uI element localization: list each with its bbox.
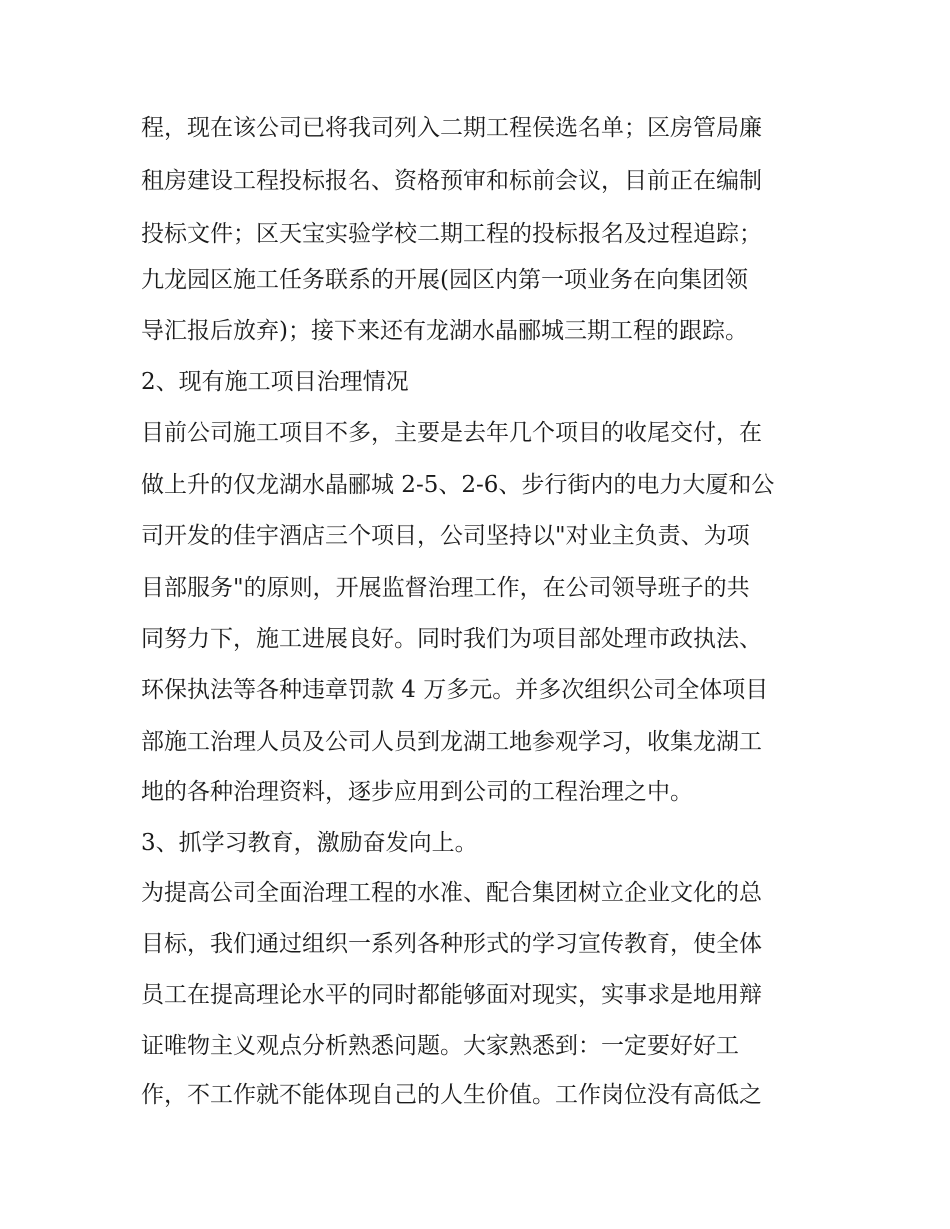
text-line: 地的各种治理资料，逐步应用到公司的工程治理之中。	[141, 779, 693, 805]
text-line: 目前公司施工项目不多，主要是去年几个项目的收尾交付，在	[141, 420, 762, 446]
text-line: 投标文件；区天宝实验学校二期工程的投标报名及过程追踪；	[141, 221, 762, 247]
section-heading: 3、抓学习教育，激励奋发向上。	[141, 830, 478, 856]
text-line: 导汇报后放弃)；接下来还有龙湖水晶郦城三期工程的跟踪。	[141, 318, 748, 344]
text-line: 目标，我们通过组织一系列各种形式的学习宣传教育，使全体	[141, 931, 762, 957]
text-line: 租房建设工程投标报名、资格预审和标前会议，目前正在编制	[141, 168, 762, 194]
text-line: 做上升的仅龙湖水晶郦城 2-5、2-6、步行街内的电力大厦和公	[141, 472, 775, 498]
text-line: 为提高公司全面治理工程的水准、配合集团树立企业文化的总	[141, 880, 762, 906]
text-line: 员工在提高理论水平的同时都能够面对现实，实事求是地用辩	[141, 982, 762, 1008]
section-heading: 2、现有施工项目治理情况	[141, 369, 409, 395]
text-line: 环保执法等各种违章罚款 4 万多元。并多次组织公司全体项目	[141, 677, 769, 703]
text-line: 九龙园区施工任务联系的开展(园区内第一项业务在向集团领	[141, 267, 748, 293]
text-line: 目部服务"的原则，开展监督治理工作，在公司领导班子的共	[141, 575, 750, 601]
text-line: 程，现在该公司已将我司列入二期工程侯选名单；区房管局廉	[141, 115, 762, 141]
text-line: 证唯物主义观点分析熟悉问题。大家熟悉到：一定要好好工	[141, 1033, 739, 1059]
text-line: 作，不工作就不能体现自己的人生价值。工作岗位没有高低之	[141, 1082, 762, 1108]
text-line: 同努力下，施工进展良好。同时我们为项目部处理市政执法、	[141, 626, 762, 652]
text-line: 部施工治理人员及公司人员到龙湖工地参观学习，收集龙湖工	[141, 729, 762, 755]
text-line: 司开发的佳宇酒店三个项目，公司坚持以"对业主负责、为项	[141, 523, 750, 549]
